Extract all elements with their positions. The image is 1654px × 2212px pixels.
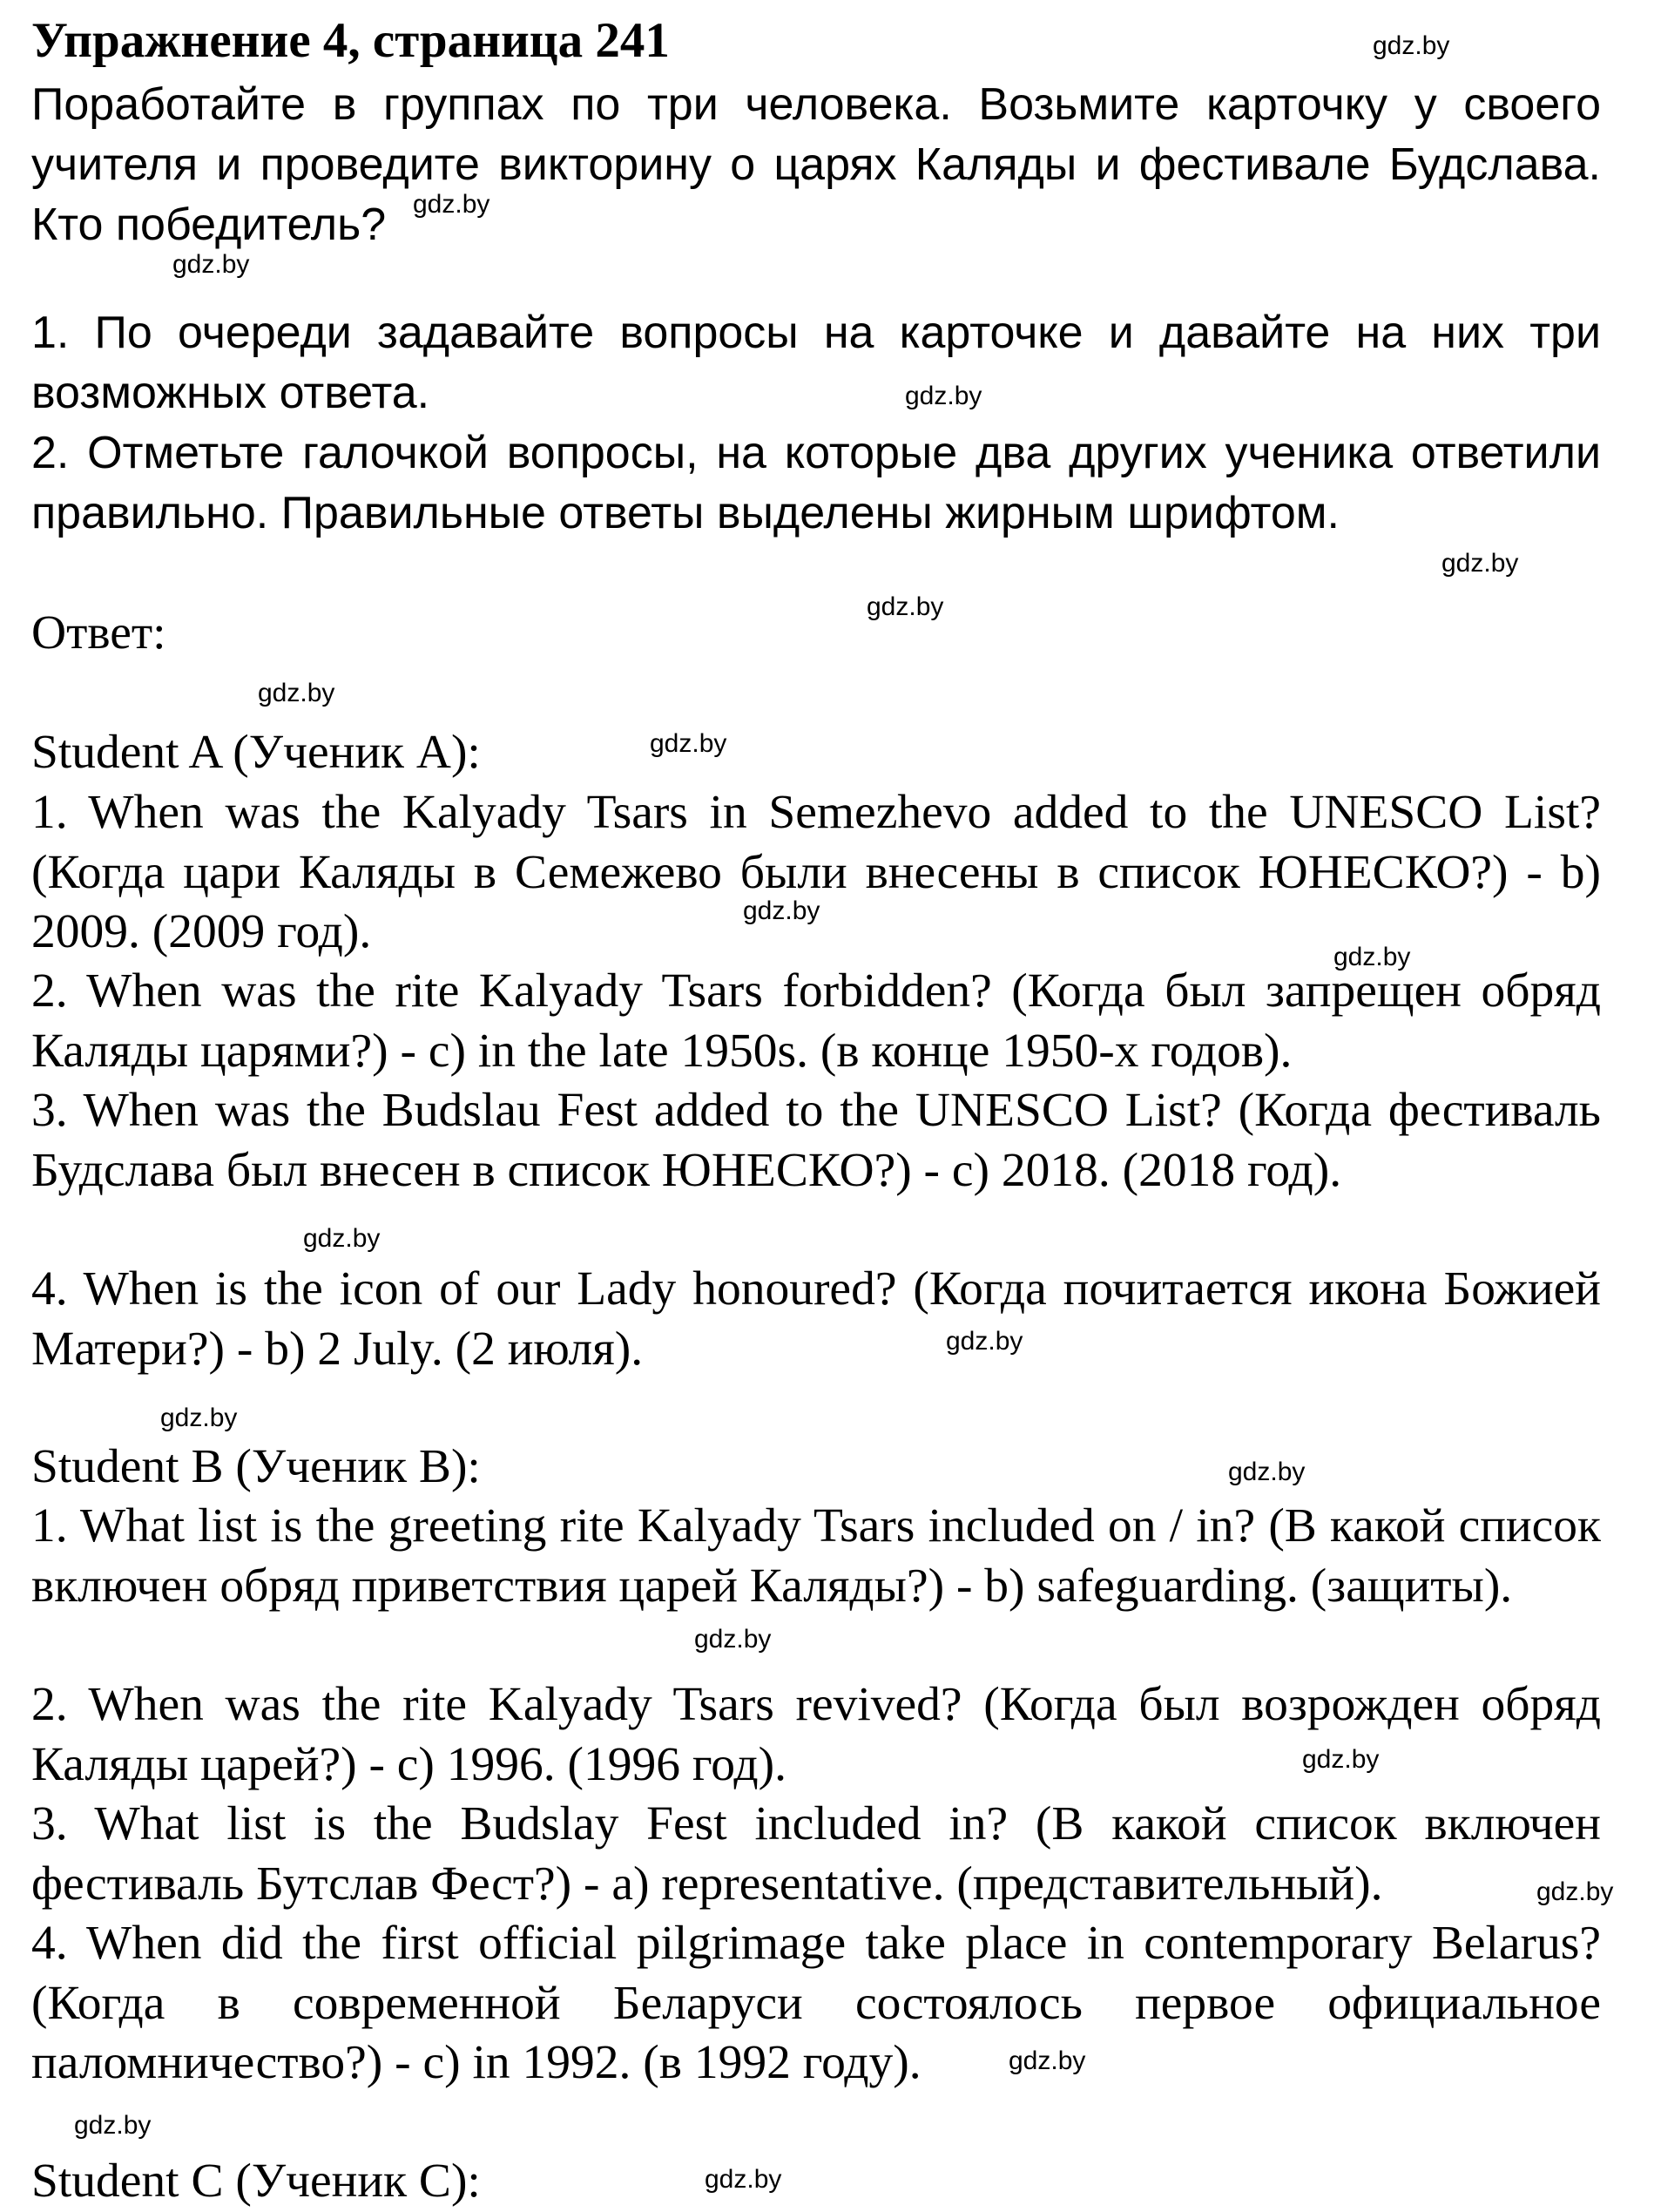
watermark: gdz.by xyxy=(743,896,820,925)
watermark: gdz.by xyxy=(1373,31,1450,60)
student-b-item-4: 4. When did the first official pilgrimage take place in contemporary Belarus? (Когда в современной Беларуси состоялось первое официальное паломничество?) - c) in 1992. (в 1992 году). xyxy=(31,1917,1601,2089)
watermark: gdz.by xyxy=(905,382,982,410)
task-step-1: 1. По очереди задавайте вопросы на карточке и давайте на них три возможных ответа. xyxy=(31,308,1601,418)
student-c-heading: Student C (Ученик C): xyxy=(31,2155,481,2208)
watermark: gdz.by xyxy=(650,729,727,758)
student-a-item-4: 4. When is the icon of our Lady honoured? (Когда почитается икона Божией Матери?) - b) 2 July. (2 июля). xyxy=(31,1262,1601,1376)
watermark: gdz.by xyxy=(946,1327,1023,1356)
student-b-item-1: 1. What list is the greeting rite Kalyady Tsars included on / in? (В какой список включен обряд приветствия царей Каляды?) - b) safeguarding. (защиты). xyxy=(31,1499,1601,1613)
student-a-item-3: 3. When was the Budslau Fest added to the UNESCO List? (Когда фестиваль Будслава был внесен в список ЮНЕСКО?) - c) 2018. (2018 год). xyxy=(31,1084,1601,1197)
watermark: gdz.by xyxy=(694,1625,772,1654)
watermark: gdz.by xyxy=(1302,1745,1380,1774)
watermark: gdz.by xyxy=(1009,2046,1086,2075)
watermark: gdz.by xyxy=(172,250,250,279)
watermark: gdz.by xyxy=(160,1404,238,1432)
watermark: gdz.by xyxy=(303,1224,381,1253)
watermark: gdz.by xyxy=(258,679,335,707)
watermark: gdz.by xyxy=(413,190,490,219)
student-b-item-3: 3. What list is the Budslay Fest included in? (В какой список включен фестиваль Бутслав Фест?) - a) representative. (представительный). xyxy=(31,1797,1601,1911)
student-a-heading: Student A (Ученик А): xyxy=(31,726,481,779)
student-a-item-2: 2. When was the rite Kalyady Tsars forbidden? (Когда был запрещен обряд Каляды царями?) - c) in the late 1950s. (в конце 1950-х годов). xyxy=(31,964,1601,1078)
task-intro: Поработайте в группах по три человека. Возьмите карточку у своего учителя и проведите викторину о царях Каляды и фестивале Будслава. Кто победитель? xyxy=(31,79,1601,250)
watermark: gdz.by xyxy=(1536,1877,1614,1906)
watermark: gdz.by xyxy=(705,2165,782,2194)
watermark: gdz.by xyxy=(74,2111,152,2140)
task-step-2: 2. Отметьте галочкой вопросы, на которые два других ученика ответили правильно. Правильные ответы выделены жирным шрифтом. xyxy=(31,428,1601,538)
student-b-item-2: 2. When was the rite Kalyady Tsars revived? (Когда был возрожден обряд Каляды царей?) - c) 1996. (1996 год). xyxy=(31,1678,1601,1791)
page-title: Упражнение 4, страница 241 xyxy=(31,13,670,68)
student-a-item-1: 1. When was the Kalyady Tsars in Semezhevo added to the UNESCO List? (Когда цари Каляды в Семежево были внесены в список ЮНЕСКО?) - b) 2009. (2009 год). xyxy=(31,786,1601,958)
watermark: gdz.by xyxy=(1441,549,1519,578)
student-b-heading: Student B (Ученик B): xyxy=(31,1440,481,1493)
watermark: gdz.by xyxy=(1333,943,1411,971)
answer-label: Ответ: xyxy=(31,606,166,660)
watermark: gdz.by xyxy=(1228,1458,1306,1486)
watermark: gdz.by xyxy=(867,592,944,621)
